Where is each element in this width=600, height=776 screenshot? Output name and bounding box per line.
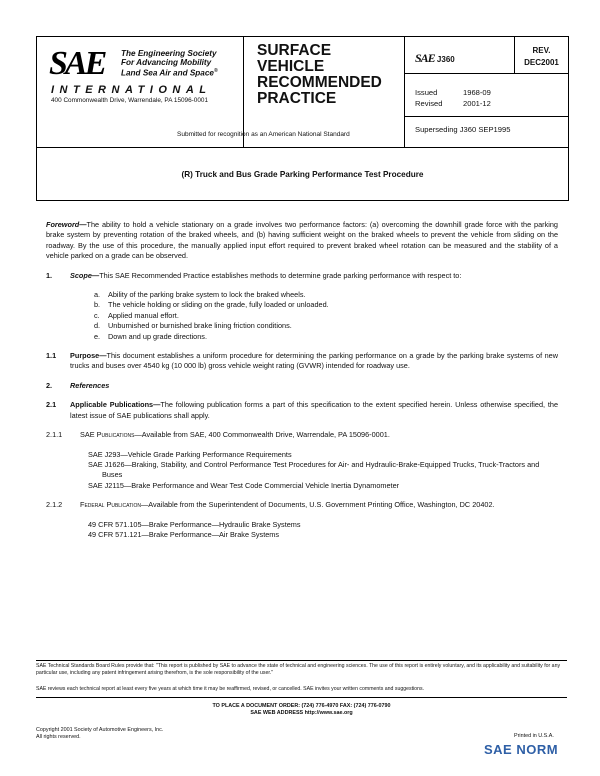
purpose-paragraph: 1.1 Purpose—This document establishes a uniform procedure for determining the parking performance on a grade by the parking brake systems of new trucks and buses over 4540 kg (10 000 lb) gross vehicle weight rating (GVWR) intended for roadway use. [46, 351, 558, 371]
footer-rule [36, 697, 567, 698]
document-type: SURFACE VEHICLE RECOMMENDED PRACTICE [257, 42, 382, 107]
society-tagline: The Engineering Society For Advancing Mobility Land Sea Air and Space® [121, 49, 218, 78]
header-divider [404, 73, 568, 74]
sae-publications-paragraph: 2.1.1 SAE Publications—Available from SAE, 400 Commonwealth Drive, Warrendale, PA 15096-0001. [46, 430, 390, 440]
header-divider [404, 116, 568, 117]
printed-in: Printed in U.S.A. [514, 733, 554, 739]
scope-paragraph: 1. Scope—This SAE Recommended Practice establishes methods to determine grade parking performance with respect to: [46, 270, 462, 280]
list-item: c. Applied manual effort. [94, 310, 179, 320]
revision-block: REV. DEC2001 [524, 46, 559, 67]
sae-norm-watermark: SAE NORM [484, 742, 559, 757]
federal-reference-list [46, 520, 558, 541]
reference-item: 49 CFR 571.121—Brake Performance—Air Brake Systems [88, 529, 280, 539]
federal-publication-paragraph: 2.1.2 Federal Publication—Available from the Superintendent of Documents, U.S. Government Printing Office, Washington, DC 20402. [46, 500, 495, 510]
sae-logo: SAE [49, 45, 105, 82]
international-label: INTERNATIONAL [51, 84, 212, 96]
sae-address: 400 Commonwealth Drive, Warrendale, PA 15096-0001 [51, 97, 209, 104]
copyright-block: Copyright 2001 Society of Automotive Engineers, Inc. All rights reserved. [36, 727, 164, 740]
list-item: a. Ability of the parking brake system to lock the braked wheels. [94, 290, 306, 300]
references-heading: 2. References [46, 380, 110, 390]
sae-reference-list [46, 450, 558, 492]
document-header [36, 36, 569, 148]
order-info: TO PLACE A DOCUMENT ORDER: (724) 776-4970 FAX: (724) 776-0790 [212, 703, 391, 709]
ans-submission-note: Submitted for recognition as an American National Standard [177, 131, 350, 138]
document-body [46, 220, 558, 549]
web-address: SAE WEB ADDRESS http://www.sae.org [250, 710, 353, 716]
scope-list [46, 290, 558, 342]
foreword-paragraph: Foreword—The ability to hold a vehicle stationary on a grade involves two performance factors: (a) overcoming the downhill grade force with the parking brake system by preventing rotation of the braked wheels, and (b) having sufficient weight on the braked wheels to prevent the vehicle from sliding on the roadway. By the use of this procedure, the manually applied input effort required to prevent braked wheel rotation can be measured and the stability of a vehicle parked on a grade can be observed. [46, 220, 558, 261]
applicable-publications-paragraph: 2.1 Applicable Publications—The following publication forms a part of this specification to the extent specified herein. Unless otherwise specified, the latest issue of SAE publications shall apply. [46, 400, 559, 420]
document-title: (R) Truck and Bus Grade Parking Performance Test Procedure [181, 170, 424, 179]
header-divider [404, 37, 405, 147]
technical-board-rules: SAE Technical Standards Board Rules provide that: "This report is published by SAE to advance the state of technical and engineering sciences. The use of this report is entirely voluntary, and its applicability and suitability for any particular use, including any patent infringement arising therefrom, is the sole responsibility of the user." [36, 663, 561, 676]
document-number: SAE J360 [415, 51, 455, 65]
reference-item: SAE J293—Vehicle Grade Parking Performance Requirements [88, 449, 292, 459]
list-item: b. The vehicle holding or sliding on the grade, fully loaded or unloaded. [94, 300, 329, 310]
list-item: e. Down and up grade directions. [94, 331, 207, 341]
title-box [36, 146, 569, 201]
review-note: SAE reviews each technical report at least every five years at which time it may be reaffirmed, revised, or cancelled. SAE invites your written comments and suggestions. [36, 686, 424, 692]
issue-dates: Issued 1968-09 Revised 2001-12 [415, 88, 491, 108]
superseding-note: Superseding J360 SEP1995 [415, 125, 511, 134]
footer-rule [36, 660, 567, 661]
reference-item: SAE J1626—Braking, Stability, and Control Performance Test Procedures for Air- and Hydraulic-Brake-Equipped Trucks, Truck-Tractors and Buses [88, 459, 540, 480]
list-item: d. Unburnished or burnished brake lining friction conditions. [94, 321, 292, 331]
reference-item: SAE J2115—Brake Performance and Wear Test Code Commercial Vehicle Inertia Dynamometer [88, 480, 400, 490]
reference-item: 49 CFR 571.105—Brake Performance—Hydraulic Brake Systems [88, 519, 301, 529]
